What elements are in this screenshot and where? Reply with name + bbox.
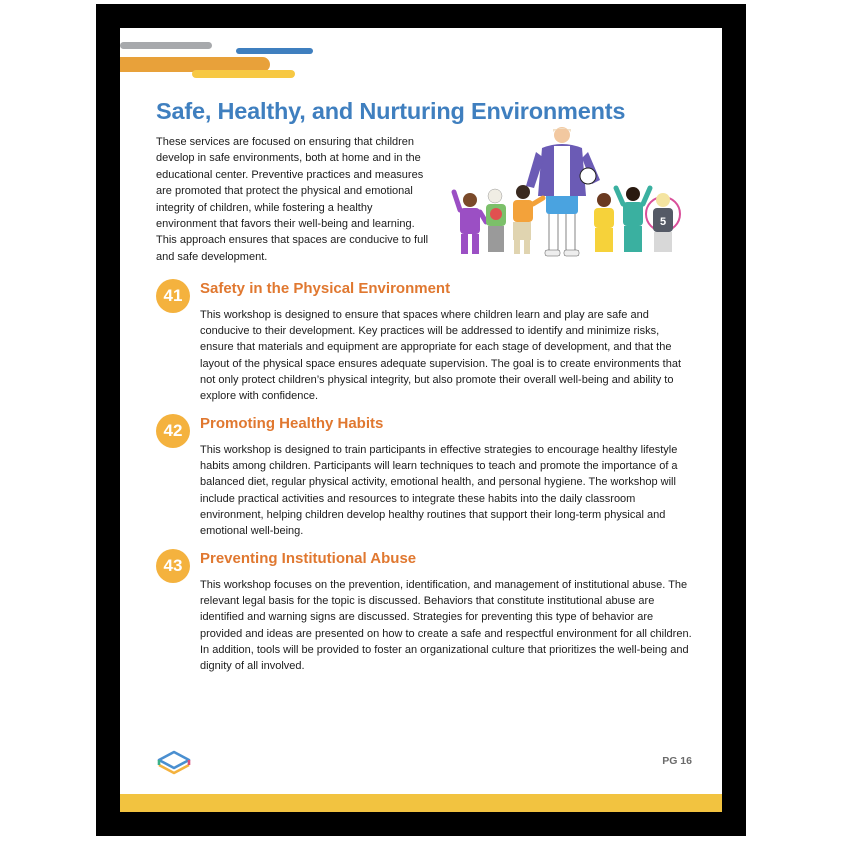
deco-bar-blue: [236, 48, 313, 54]
section-body: This workshop is designed to train participants in effective strategies to encourage healthy lifestyle habits among children. Participants will learn techniques to teach and promote the importance of a balanced diet, regular physical activity, emotional health, and personal hygiene. The workshop will include practical activities and resources to integrate these habits into the daily classroom environment, helping children develop healthy routines that support their long-term physical and emotional well-being.: [200, 444, 678, 538]
section-number-badge: 42: [156, 414, 190, 448]
child-figure-2: [486, 189, 506, 252]
section-body: This workshop is designed to ensure that spaces where children learn and play are safe and conducive to their development. Key practices will be addressed to identify and minimize risks, ensure that materials and equipment are appropriate for each stage of development, and that the layout of the physical space ensures adequate supervision. The goal is to create environments that not only protect children’s physical integrity, but also promote their overall well-being and ability to explore with confidence.: [200, 309, 682, 403]
child-figure-1: [454, 192, 486, 254]
section-title: Preventing Institutional Abuse: [200, 550, 417, 567]
document-page: [120, 28, 722, 812]
child-figure-5: [616, 187, 650, 252]
coach-figure: [526, 127, 600, 256]
section-title: Promoting Healthy Habits: [200, 415, 384, 432]
footer-bar: [120, 794, 722, 812]
child-figure-6: [646, 193, 680, 252]
intro-paragraph: These services are focused on ensuring that children develop in safe environments, both at home and in the educational center. Preventive practices and measures are promoted that protect the physical and emotional integrity of children, while fostering a healthy environment that favors their well-being and learning. This approach ensures that spaces are conducive to full and safe development.: [156, 136, 429, 263]
section-number-badge: 41: [156, 279, 190, 313]
deco-bar-yellow: [192, 70, 295, 78]
page-number: PG 16: [662, 755, 692, 767]
section-number-badge: 43: [156, 549, 190, 583]
child-figure-4: [594, 193, 614, 252]
section-body: This workshop focuses on the prevention, identification, and management of institutional abuse. The relevant legal basis for the topic is discussed. Behaviors that constitute institutional abuse are identified and warning signs are discussed. Strategies for preventing this type of behavior are provided and ideas are presented on how to create a safe and respectful environment for all children. In addition, tools will be provided to foster an organizational culture that prioritizes the well-being and dignity of all involved.: [200, 579, 692, 673]
section-title: Safety in the Physical Environment: [200, 280, 451, 297]
jersey-number: 5: [659, 216, 667, 228]
deco-bar-gray: [120, 42, 212, 49]
coach-children-illustration: [448, 126, 692, 264]
page-title: Safe, Healthy, and Nurturing Environments: [156, 98, 626, 124]
stacked-books-logo-icon: [156, 746, 192, 776]
